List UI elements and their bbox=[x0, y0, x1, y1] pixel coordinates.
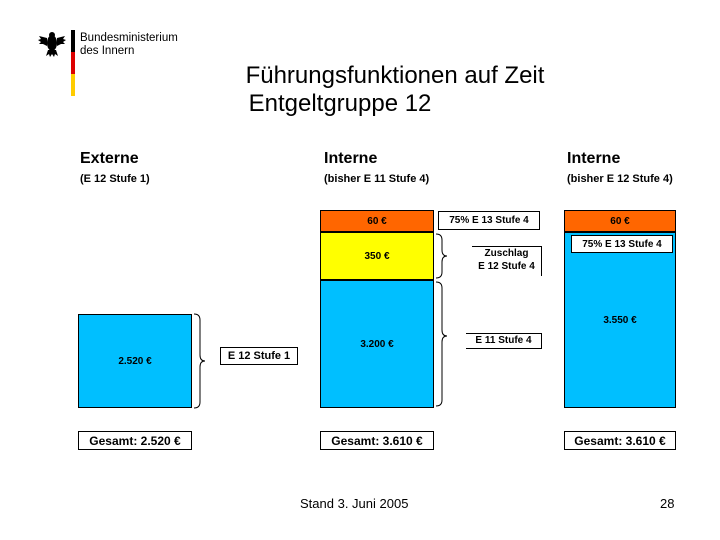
interne1-base-box bbox=[320, 280, 434, 408]
flag-black bbox=[71, 30, 75, 52]
externe-label: E 12 Stufe 1 bbox=[227, 350, 291, 362]
externe-brace-icon bbox=[192, 312, 206, 410]
interne2-subheading: (bisher E 12 Stufe 4) bbox=[567, 173, 673, 185]
flag-red bbox=[71, 52, 75, 74]
interne1-top-label: 75% E 13 Stufe 4 bbox=[449, 215, 529, 226]
interne2-total bbox=[564, 431, 676, 450]
federal-eagle-icon bbox=[38, 30, 66, 58]
ministry-line-2: des Innern bbox=[80, 45, 135, 57]
interne2-total-text: Gesamt: 3.610 € bbox=[574, 433, 666, 448]
interne1-top-label-box bbox=[438, 211, 540, 230]
flag-stripe bbox=[71, 30, 75, 96]
interne2-heading: Interne bbox=[567, 150, 621, 167]
title-line-1: Führungsfunktionen auf Zeit bbox=[245, 62, 545, 89]
interne1-mid-box bbox=[320, 232, 434, 280]
interne2-base-value: 3.550 € bbox=[603, 315, 637, 326]
interne2-top-box bbox=[564, 210, 676, 232]
interne2-base-box bbox=[564, 232, 676, 408]
externe-heading: Externe bbox=[80, 150, 139, 167]
externe-subheading: (E 12 Stufe 1) bbox=[80, 173, 150, 185]
footer-date: Stand 3. Juni 2005 bbox=[300, 496, 409, 511]
interne2-top-value: 60 € bbox=[610, 215, 630, 227]
ministry-logo bbox=[38, 30, 66, 63]
interne1-heading: Interne bbox=[324, 150, 378, 167]
interne1-top-value: 60 € bbox=[367, 215, 387, 227]
interne1-mid-label-1: Zuschlag bbox=[484, 248, 529, 259]
interne1-base-label: E 11 Stufe 4 bbox=[475, 335, 532, 346]
interne1-total-text: Gesamt: 3.610 € bbox=[331, 433, 423, 448]
page-number: 28 bbox=[660, 496, 675, 511]
externe-total-text: Gesamt: 2.520 € bbox=[89, 433, 181, 448]
interne1-mid-value: 350 € bbox=[364, 250, 390, 262]
interne2-inner-label: 75% E 13 Stufe 4 bbox=[582, 238, 662, 250]
interne1-base-value: 3.200 € bbox=[360, 338, 394, 350]
interne1-mid-label-2: E 12 Stufe 4 bbox=[478, 261, 535, 272]
ministry-name bbox=[80, 32, 178, 58]
interne1-subheading: (bisher E 11 Stufe 4) bbox=[324, 173, 430, 185]
interne1-base-label-box bbox=[466, 333, 542, 349]
title-line-2: Entgeltgruppe 12 bbox=[248, 90, 432, 117]
interne1-top-box bbox=[320, 210, 434, 232]
externe-label-box bbox=[220, 347, 298, 365]
slide-title bbox=[200, 62, 590, 118]
interne1-brace-icon bbox=[434, 230, 450, 410]
ministry-line-1: Bundesministerium bbox=[80, 32, 178, 44]
interne1-mid-label-box bbox=[472, 246, 542, 276]
flag-gold bbox=[71, 74, 75, 96]
externe-value: 2.520 € bbox=[118, 355, 152, 367]
externe-total bbox=[78, 431, 192, 450]
interne2-inner-label-box bbox=[571, 235, 673, 253]
externe-base-box bbox=[78, 314, 192, 408]
interne1-total bbox=[320, 431, 434, 450]
